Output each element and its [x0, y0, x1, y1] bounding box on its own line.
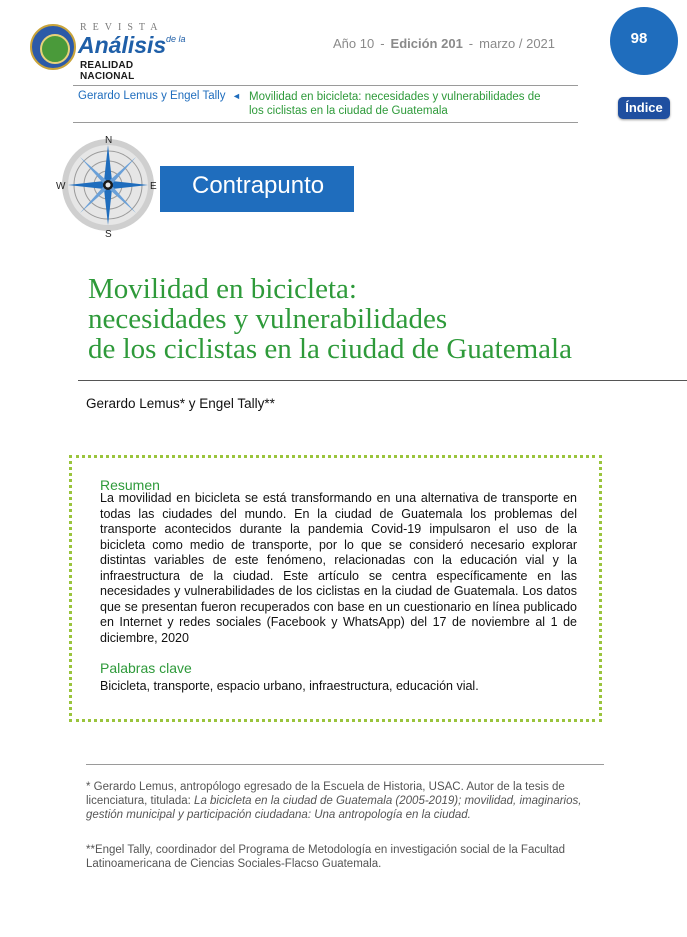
seal-icon: [30, 24, 76, 70]
keywords-body: Bicicleta, transporte, espacio urbano, infraestructura, educación vial.: [100, 679, 479, 693]
logo-analisis: Análisis: [78, 32, 167, 58]
footnote-rule: [86, 764, 604, 765]
breadcrumb-arrow-icon: ◄: [232, 91, 241, 101]
issue-edition: Edición 201: [390, 36, 463, 51]
title-line: de los ciclistas en la ciudad de Guatemala: [88, 333, 572, 365]
page-number: 98: [630, 30, 648, 47]
issue-info: [333, 36, 555, 51]
compass-s: S: [105, 229, 112, 240]
issue-separator: -: [380, 36, 385, 51]
footnote-2: **Engel Tally, coordinador del Programa de Metodología en investigación social de la Facultad Latinoamericana de Ciencias Sociales-Flacso Guatemala.: [86, 844, 566, 870]
logo-revista: REVISTA: [80, 22, 164, 33]
breadcrumb-rule-top: [73, 85, 578, 86]
compass-n: N: [105, 135, 113, 146]
logo-realidad: REALIDAD NACIONAL: [80, 60, 135, 82]
breadcrumb-title-link[interactable]: Movilidad en bicicleta: necesidades y vulnerabilidades de los ciclistas en la ciudad de Guatemala: [249, 91, 541, 117]
logo-dela: de la: [166, 34, 186, 44]
article-authors: Gerardo Lemus* y Engel Tally**: [86, 396, 275, 411]
compass-e: E: [150, 181, 157, 192]
abstract-heading: Resumen: [100, 477, 160, 493]
indice-button[interactable]: Índice: [618, 97, 670, 119]
seal-inner: [40, 34, 70, 64]
article-title: [88, 274, 678, 364]
title-line: Movilidad en bicicleta:: [88, 273, 357, 305]
issue-date: marzo / 2021: [479, 36, 556, 51]
breadcrumb-authors-link[interactable]: Gerardo Lemus y Engel Tally: [78, 90, 226, 102]
issue-year: Año 10: [333, 36, 375, 51]
breadcrumb-rule-bottom: [73, 122, 578, 123]
compass-icon: [56, 133, 166, 243]
keywords-heading: Palabras clave: [100, 660, 192, 676]
issue-separator: -: [468, 36, 474, 51]
title-rule: [78, 380, 687, 381]
section-label: Contrapunto: [192, 172, 325, 199]
journal-logo: [30, 22, 190, 82]
footnote-1: [86, 780, 596, 822]
footnote-1-thesis: La bicicleta en la ciudad de Guatemala (2005-2019); movilidad, imaginarios, gestión municipal y participación ciudadana: Una antropología en la ciudad.: [86, 795, 582, 821]
title-line: necesidades y vulnerabilidades: [88, 303, 448, 335]
abstract-body: La movilidad en bicicleta se está transformando en una alternativa de transporte en todas las ciudades del mundo. En la ciudad de Guatemala los problemas del transporte acontecidos durante la pandemia Covid-19 impulsaron el uso de la bicicleta como medio de transporte, por lo que se consideró necesario explorar distintas variables de este fenómeno, relacionadas con la educación vial y la infraestructura de la ciudad. Este artículo se centra específicamente en las necesidades y vulnerabilidades de los ciclistas en la ciudad de Guatemala. Los datos que se presentan fueron recuperados con base en un cuestionario en línea publicado en Internet y redes sociales (Facebook y WhatsApp) del 17 de noviembre al 1 de diciembre, 2020: [100, 491, 577, 645]
footnote-1-text: * Gerardo Lemus, antropólogo egresado de la Escuela de Historia, USAC. Autor de la tesis de licenciatura, titulada:: [86, 781, 565, 807]
compass-w: W: [56, 181, 66, 192]
